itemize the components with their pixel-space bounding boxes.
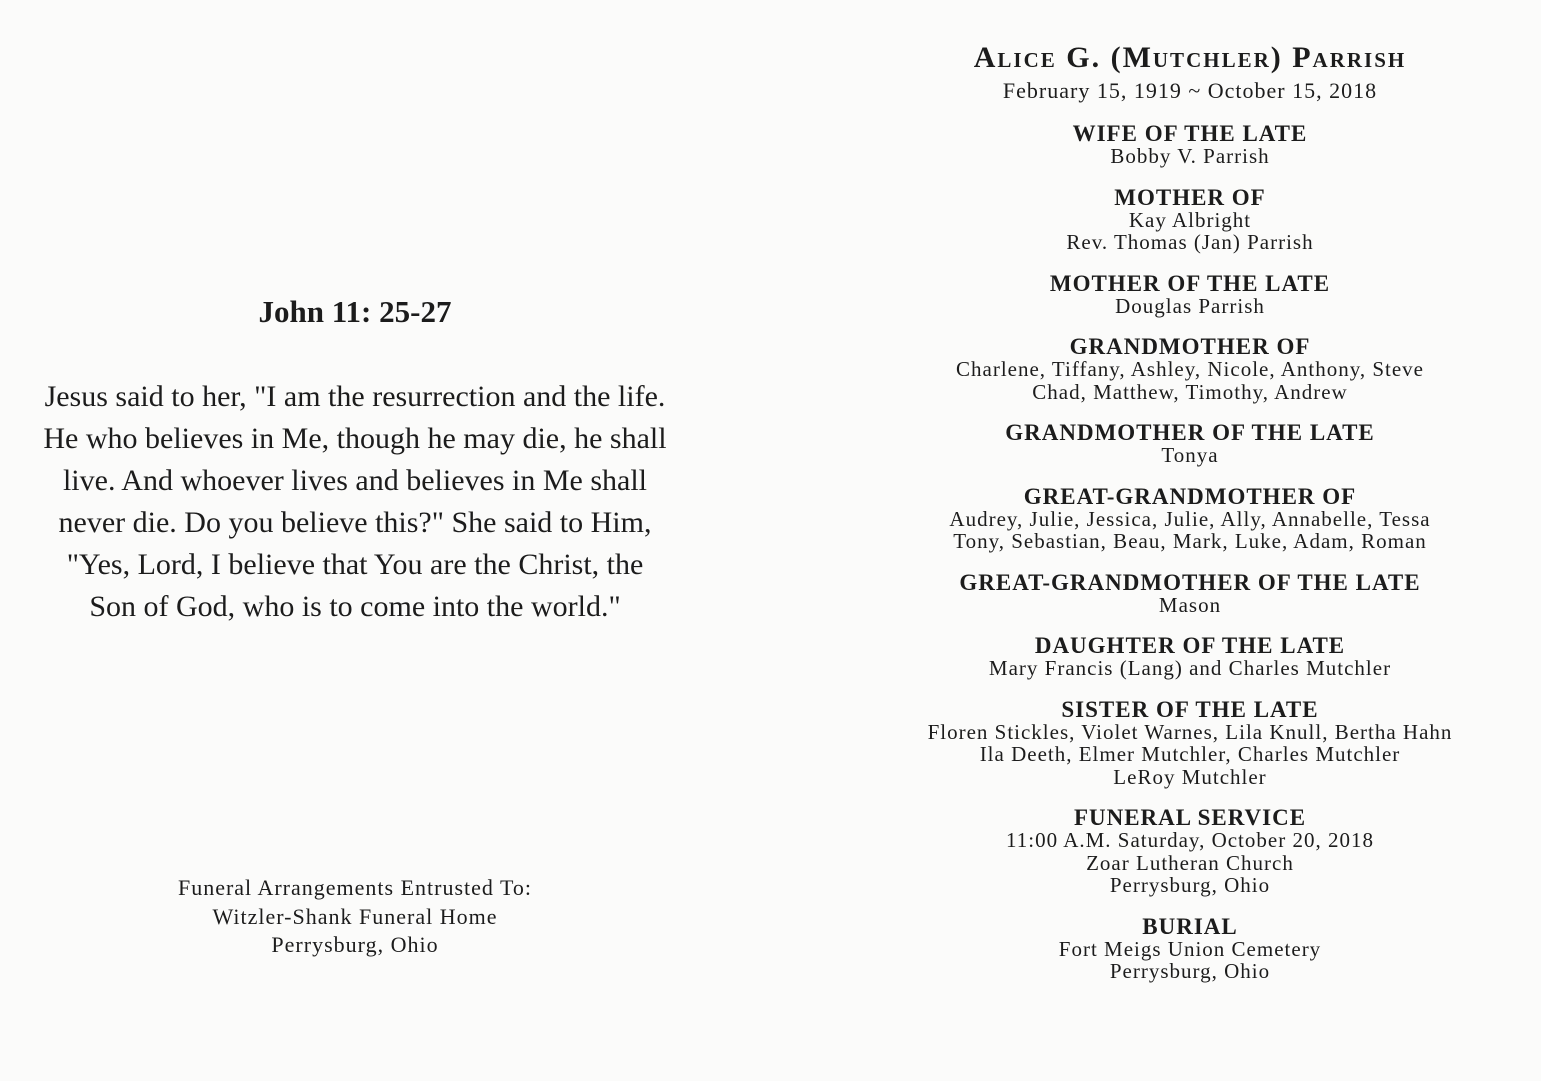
section-heading: MOTHER OF [1114, 184, 1266, 210]
section-line: Mary Francis (Lang) and Charles Mutchler [988, 656, 1392, 680]
obituary-section [860, 571, 1520, 617]
section-line: Audrey, Julie, Jessica, Julie, Ally, Annabelle, Tessa [949, 506, 1431, 531]
section-line: Rev. Thomas (Jan) Parrish [1066, 230, 1314, 254]
verse-reference: John 11: 25-27 [258, 294, 452, 329]
verse-text: Jesus said to her, "I am the resurrection and the life. He who believes in Me, though he may die, he shall live. And whoever lives and believes in Me shall never die. Do you believe this?" She said to Him, "Yes, Lord, I believe that You are the Christ, the Son of God, who is to come into the world." [43, 380, 667, 623]
obituary-section [860, 122, 1520, 168]
section-line: 11:00 A.M. Saturday, October 20, 2018 [1006, 828, 1374, 852]
section-line: Floren Stickles, Violet Warnes, Lila Knull, Bertha Hahn [927, 719, 1453, 744]
section-line: Bobby V. Parrish [1110, 144, 1270, 168]
section-heading: GREAT-GRANDMOTHER OF THE LATE [959, 569, 1421, 595]
section-heading: GREAT-GRANDMOTHER OF [1023, 483, 1357, 509]
deceased-name: Alice G. (Mutchler) Parrish [973, 41, 1407, 74]
section-heading: SISTER OF THE LATE [1061, 696, 1319, 722]
obituary-section [860, 186, 1520, 254]
arrangements-line: Funeral Arrangements Entrusted To: [177, 875, 533, 900]
section-heading: DAUGHTER OF THE LATE [1034, 633, 1346, 658]
section-line: Perrysburg, Ohio [1109, 873, 1271, 897]
section-heading: BURIAL [1142, 913, 1238, 939]
section-heading: GRANDMOTHER OF [1069, 334, 1311, 359]
section-heading: MOTHER OF THE LATE [1049, 270, 1331, 296]
section-line: Zoar Lutheran Church [1086, 850, 1294, 875]
obituary-section [860, 335, 1520, 403]
section-line: Ila Deeth, Elmer Mutchler, Charles Mutchler [979, 742, 1401, 766]
funeral-home-location: Perrysburg, Ohio [271, 932, 439, 957]
section-line: Charlene, Tiffany, Ashley, Nicole, Anthony, Steve [956, 357, 1424, 381]
left-panel [0, 0, 710, 1081]
obituary-section [860, 634, 1520, 680]
obituary-section [860, 806, 1520, 897]
obituary-section [860, 485, 1520, 553]
section-line: Douglas Parrish [1115, 293, 1265, 318]
section-heading: WIFE OF THE LATE [1072, 121, 1308, 146]
life-dates: February 15, 1919 ~ October 15, 2018 [1002, 78, 1378, 103]
section-line: Mason [1158, 592, 1222, 617]
funeral-home-name: Witzler-Shank Funeral Home [212, 903, 498, 929]
obituary-section [860, 272, 1520, 318]
obituary-section [860, 421, 1520, 467]
section-line: Perrysburg, Ohio [1109, 959, 1271, 983]
section-line: Tonya [1161, 443, 1219, 467]
section-line: Tony, Sebastian, Beau, Mark, Luke, Adam, Roman [953, 529, 1427, 553]
obituary-section [860, 915, 1520, 983]
section-line: LeRoy Mutchler [1113, 764, 1267, 789]
obituary-sections [860, 122, 1520, 983]
section-line: Kay Albright [1128, 207, 1252, 232]
right-panel [860, 38, 1520, 1001]
section-line: Fort Meigs Union Cemetery [1058, 936, 1322, 961]
funeral-arrangements [0, 874, 710, 960]
section-heading: GRANDMOTHER OF THE LATE [1005, 420, 1375, 445]
obituary-section [860, 698, 1520, 789]
section-heading: FUNERAL SERVICE [1073, 805, 1307, 830]
section-line: Chad, Matthew, Timothy, Andrew [1032, 379, 1348, 404]
